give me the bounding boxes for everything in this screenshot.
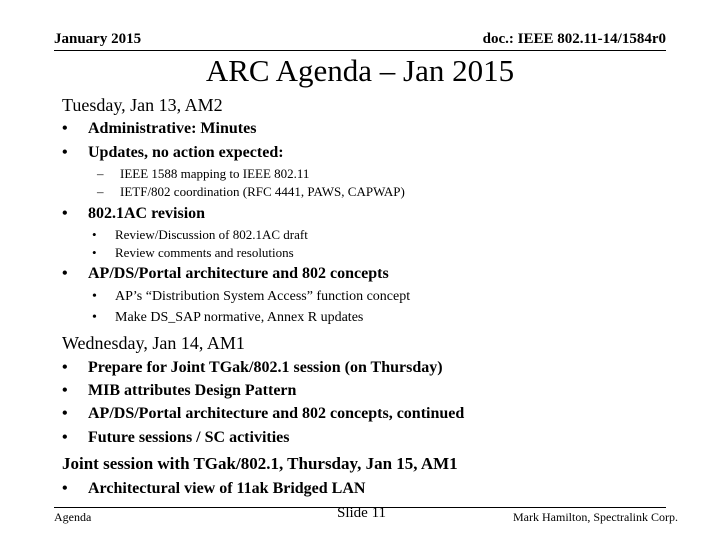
footer-author: Mark Hamilton, Spectralink Corp.	[513, 510, 678, 524]
bullet-marker: •	[62, 359, 68, 376]
joint-heading: Joint session with TGak/802.1, Thursday, Jan 15, AM1	[62, 454, 458, 473]
footer-left: Agenda	[54, 510, 92, 524]
update-item-ietf: IETF/802 coordination (RFC 4441, PAWS, CAPWAP)	[120, 184, 405, 199]
bullet-marker: •	[92, 310, 97, 325]
header-date: January 2015	[54, 31, 142, 47]
slide-number: Slide 11	[337, 505, 387, 521]
bullet-marker: •	[62, 144, 68, 161]
header-doc-id: doc.: IEEE 802.11-14/1584r0	[482, 31, 666, 47]
bullet-marker: •	[92, 227, 97, 242]
tuesday-item-updates: Updates, no action expected:	[88, 144, 284, 161]
wednesday-heading: Wednesday, Jan 14, AM1	[62, 333, 245, 353]
bullet-marker: •	[62, 205, 68, 222]
wednesday-item-architecture: AP/DS/Portal architecture and 802 concepts, continued	[88, 405, 465, 422]
tuesday-item-architecture: AP/DS/Portal architecture and 802 concepts	[88, 265, 389, 282]
header-rule	[54, 50, 666, 51]
dash-marker: –	[97, 166, 104, 181]
tuesday-item-admin: Administrative: Minutes	[88, 120, 257, 137]
bullet-marker: •	[62, 429, 68, 446]
tuesday-item-revision: 802.1AC revision	[88, 205, 206, 222]
bullet-marker: •	[62, 382, 68, 399]
bullet-marker: •	[92, 245, 97, 260]
bullet-marker: •	[62, 480, 68, 497]
joint-item-bridged-lan: Architectural view of 11ak Bridged LAN	[88, 480, 366, 497]
wednesday-item-future: Future sessions / SC activities	[88, 429, 290, 446]
wednesday-item-mib: MIB attributes Design Pattern	[88, 382, 297, 399]
dash-marker: –	[97, 184, 104, 199]
bullet-marker: •	[62, 405, 68, 422]
wednesday-item-joint-prep: Prepare for Joint TGak/802.1 session (on Thursday)	[88, 359, 443, 376]
bullet-marker: •	[62, 120, 68, 137]
slide-title: ARC Agenda – Jan 2015	[205, 53, 515, 88]
update-item-1588: IEEE 1588 mapping to IEEE 802.11	[120, 166, 310, 181]
architecture-item-dssap: Make DS_SAP normative, Annex R updates	[115, 310, 364, 325]
architecture-item-dsa: AP’s “Distribution System Access” function concept	[115, 289, 411, 304]
revision-item-comments: Review comments and resolutions	[115, 245, 294, 260]
bullet-marker: •	[62, 265, 68, 282]
tuesday-heading: Tuesday, Jan 13, AM2	[62, 95, 223, 115]
revision-item-review: Review/Discussion of 802.1AC draft	[115, 227, 308, 242]
bullet-marker: •	[92, 289, 97, 304]
